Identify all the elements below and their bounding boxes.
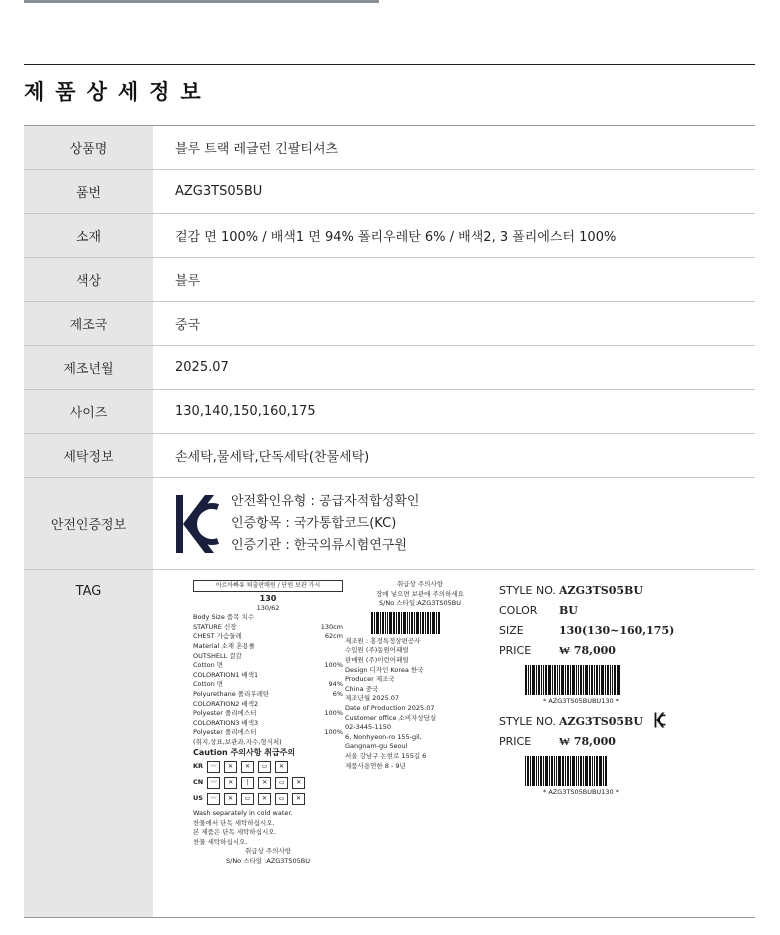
cert-value — [153, 478, 755, 569]
dry-icon: | — [241, 777, 254, 789]
care-icons-cn — [193, 777, 343, 789]
wash-icon: 〰 — [207, 793, 220, 805]
section-divider — [24, 64, 755, 65]
care-polyester3: Polyester 폴리에스터 — [193, 728, 257, 737]
info-producer: Producer 제조국 — [345, 675, 395, 684]
section-title: 제품상세정보 — [24, 80, 212, 104]
care-wash-kr3: 찬물 세탁하십시오. — [193, 837, 248, 846]
care-origin: (취지,상표,보관과,자수,형식처) — [193, 737, 282, 746]
care-cotton2-val: 94% — [328, 680, 343, 689]
no-bleach-icon: ✕ — [224, 793, 237, 805]
iron-icon: ▭ — [241, 793, 254, 805]
product-detail-table — [24, 125, 755, 918]
care-caution: Caution 주의사항 취급주의 — [193, 747, 296, 757]
care-cotton1: Cotton 면 — [193, 661, 224, 670]
tag-row — [24, 570, 755, 918]
info-addr1: 6, Nonhyeon-ro 155-gil, — [345, 732, 422, 741]
price-label: PRICE — [499, 644, 532, 657]
care-size-sub: 130/62 — [256, 603, 280, 612]
care-chest-val: 62cm — [324, 632, 343, 641]
row-label: TAG — [24, 570, 153, 917]
care-region-kr: KR — [193, 762, 204, 771]
no-tumble-dry-icon: ✕ — [258, 793, 271, 805]
row-value: 130,140,150,160,175 — [175, 404, 316, 419]
care-body-size: Body Size 품목 치수 — [193, 613, 255, 622]
care-region-us: US — [193, 794, 203, 803]
price-barcode — [525, 665, 729, 695]
iron-icon: ▭ — [275, 777, 288, 789]
care-polyurethane: Polyurethane 폴리우레탄 — [193, 689, 270, 698]
care-wash-kr1: 찬물에서 단독 세탁하십시오. — [193, 818, 275, 827]
table-row — [24, 214, 755, 258]
info-maker: 수입원 (주)동원어패럴 — [345, 646, 409, 655]
care-stature-val: 130cm — [320, 622, 343, 631]
row-label: 세탁정보 — [24, 434, 153, 477]
top-accent-bar — [24, 0, 379, 3]
info-design: Design 디자인 Korea 한국 — [345, 665, 424, 674]
price-tag — [499, 584, 729, 796]
info-date2: Date of Production 2025.07 — [345, 703, 435, 712]
info-seller: 판매원 (주)이런어패럴 — [345, 655, 409, 664]
style-no-label-2: STYLE NO. — [499, 715, 556, 728]
care-wash-en: Wash separately in cold water. — [193, 809, 293, 818]
info-sn: S/No 스타일:AZG3TS05BU — [379, 599, 461, 608]
kc-mark-icon — [175, 493, 219, 555]
row-label: 소재 — [24, 214, 153, 257]
table-row — [24, 346, 755, 390]
barcode-caption: * AZG3TS05BUBU130 * — [543, 697, 619, 705]
style-no-value: AZG3TS05BU — [559, 584, 643, 597]
cert-agency: 인증기관 : 한국의류시험연구원 — [231, 537, 407, 553]
no-dryclean-icon: ✕ — [292, 793, 305, 805]
info-notice2: 장에 넣으면 보관에 주의하세요 — [376, 589, 464, 598]
no-bleach-icon: ✕ — [224, 777, 237, 789]
care-icons-kr — [193, 761, 343, 773]
price-value: ₩ 78,000 — [559, 644, 616, 657]
info-label — [345, 580, 495, 771]
table-row — [24, 126, 755, 170]
care-sn: S/No 스타일 :AZG3TS05BU — [226, 857, 310, 866]
row-label: 안전인증정보 — [24, 478, 153, 569]
row-label: 제조국 — [24, 302, 153, 345]
no-tumble-dry-icon: ✕ — [241, 761, 254, 773]
care-size: 130 — [259, 594, 277, 603]
table-row — [24, 302, 755, 346]
size-label: SIZE — [499, 624, 524, 637]
style-no-value-2: AZG3TS05BU — [559, 715, 643, 728]
care-cotton2: Cotton 면 — [193, 680, 224, 689]
care-polyester2: Polyester 폴리에스터 — [193, 709, 257, 718]
row-label: 사이즈 — [24, 390, 153, 433]
table-row — [24, 258, 755, 302]
row-value: 블루 — [175, 274, 201, 289]
info-tel: 02-3445-1150 — [345, 723, 392, 732]
row-label: 색상 — [24, 258, 153, 301]
size-value: 130(130~160,175) — [559, 624, 675, 637]
no-dryclean-icon: ✕ — [292, 777, 305, 789]
row-value: 손세탁,물세탁,단독세탁(찬물세탁) — [175, 450, 370, 465]
cert-type: 안전확인유형 : 공급자적합성확인 — [231, 493, 420, 509]
care-icons-us — [193, 793, 343, 805]
cert-item: 인증항목 : 국가통합코드(KC) — [231, 515, 397, 531]
row-label: 상품명 — [24, 126, 153, 169]
hand-wash-icon: 〰 — [207, 761, 220, 773]
info-date: 제조년월 2025.07 — [345, 694, 400, 703]
row-label: 제조년월 — [24, 346, 153, 389]
info-footer: 제품사용연한 8 - 9년 — [345, 761, 406, 770]
care-stature: STATURE 신장 — [193, 622, 237, 631]
care-polyester3-val: 100% — [324, 728, 343, 737]
care-outshell: OUTSHELL 겉감 — [193, 651, 242, 660]
no-bleach-icon: ✕ — [224, 761, 237, 773]
color-label: COLOR — [499, 604, 538, 617]
info-addr3: 서울 강남구 논현로 155길 6 — [345, 751, 427, 760]
row-value: 블루 트랙 레글런 긴팔티셔츠 — [175, 142, 339, 157]
color-value: BU — [559, 604, 578, 617]
no-tumble-dry-icon: ✕ — [258, 777, 271, 789]
care-coloration2: COLORATION2 배색2 — [193, 699, 259, 708]
cert-lines — [231, 491, 419, 557]
no-dryclean-icon: ✕ — [275, 761, 288, 773]
care-chest: CHEST 가슴둘레 — [193, 632, 242, 641]
cert-row — [24, 478, 755, 570]
dry-icon: ▭ — [275, 793, 288, 805]
row-label: 품번 — [24, 170, 153, 213]
care-label-header: 아르아빠유 퇴출판매원 / 단원 보관 가시 — [193, 580, 343, 592]
table-row — [24, 170, 755, 214]
care-polyester2-val: 100% — [324, 709, 343, 718]
care-label — [193, 580, 343, 910]
row-value: AZG3TS05BU — [175, 184, 263, 199]
tag-image-area — [153, 570, 755, 917]
barcode-caption-2: * AZG3TS05BUBU130 * — [543, 788, 619, 796]
care-coloration3: COLORATION3 배색3 — [193, 718, 259, 727]
care-region-cn: CN — [193, 778, 204, 787]
price-label-2: PRICE — [499, 735, 532, 748]
care-polyurethane-val: 6% — [332, 689, 343, 698]
table-row — [24, 434, 755, 478]
price-value-2: ₩ 78,000 — [559, 735, 616, 748]
row-value: 중국 — [175, 318, 201, 333]
care-material: Material 소재 혼용률 — [193, 641, 255, 650]
table-row — [24, 390, 755, 434]
iron-icon: ▭ — [258, 761, 271, 773]
row-value: 겉감 면 100% / 배색1 면 94% 폴리우레탄 6% / 배색2, 3 폴리에스터 100% — [175, 230, 617, 245]
kc-mark-small-icon — [654, 712, 666, 728]
care-cotton1-val: 100% — [324, 661, 343, 670]
info-china: China 중국 — [345, 684, 379, 693]
info-addr2: Gangnam-gu Seoul — [345, 742, 408, 751]
wash-icon: 〰 — [207, 777, 220, 789]
care-coloration1: COLORATION1 배색1 — [193, 670, 259, 679]
cert-block — [175, 491, 419, 557]
info-barcode — [371, 612, 495, 634]
care-wash-kr2: 본 제품은 단독 세탁하십시오. — [193, 828, 277, 837]
info-notice: 취급상 주의사항 — [396, 580, 444, 588]
info-importer: 제조원 : 홍정특정상편공사 — [345, 636, 421, 645]
style-no-label: STYLE NO. — [499, 584, 556, 597]
care-notice: 취급상 주의사항 — [244, 847, 292, 856]
info-customer: Customer office 소비자상담실 — [345, 713, 437, 722]
price-barcode-2 — [525, 756, 729, 786]
row-value: 2025.07 — [175, 360, 229, 375]
